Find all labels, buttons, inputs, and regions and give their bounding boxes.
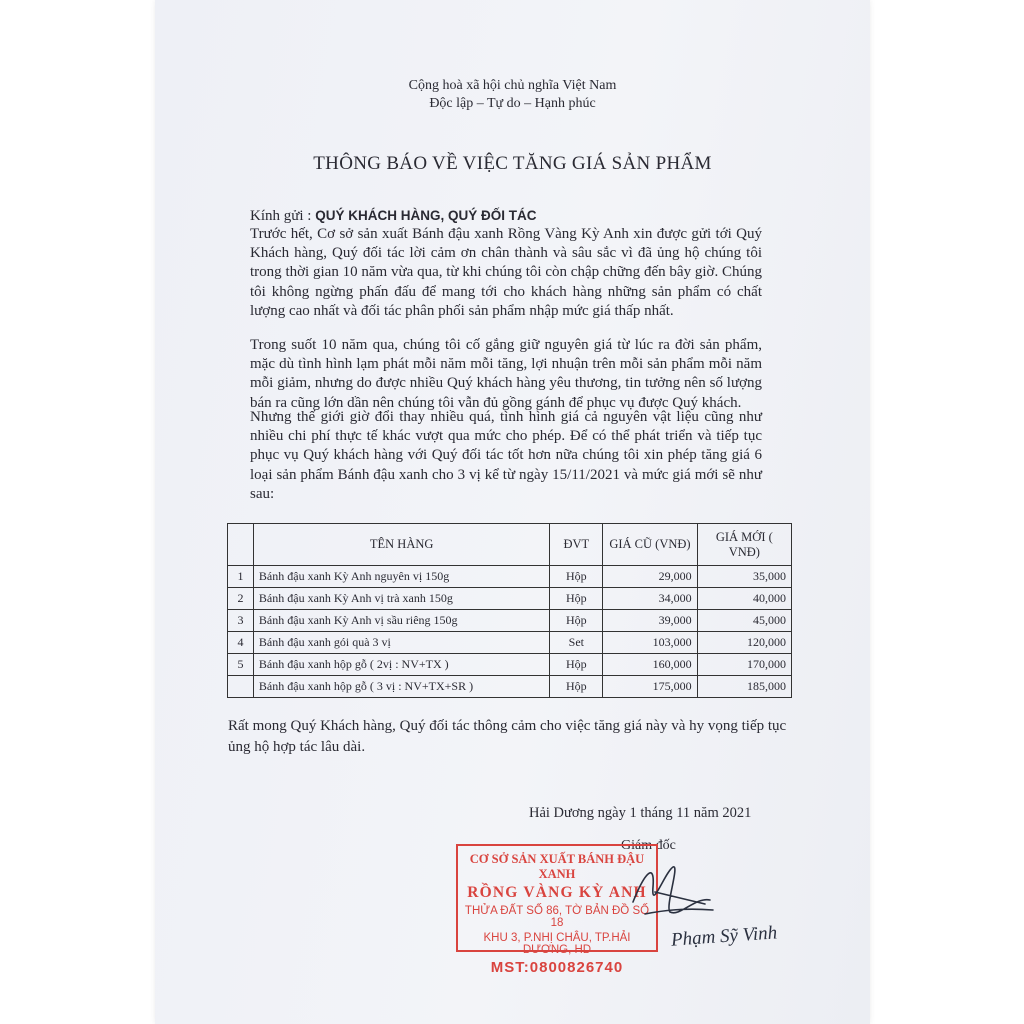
row-unit: Hộp xyxy=(550,588,603,610)
body-paragraph-2: Trong suốt 10 năm qua, chúng tôi cố gắng giữ nguyên giá từ lúc ra đời sản phẩm, mặc dù tình hình lạm phát mỗi năm mỗi tăng, lợi nhuận trên mỗi sản phẩm mỗi năm mỗi giảm, nhưng do được nhiều Quý khách hàng yêu thương, tin tưởng nên số lượng bán ra cũng lớn dần nên chúng tôi vẫn đủ gồng gánh để phục vụ được Quý khách. xyxy=(250,337,762,411)
row-old-price: 29,000 xyxy=(603,566,697,588)
document-page xyxy=(155,0,870,1024)
stamp-line-2: RỒNG VÀNG KỲ ANH xyxy=(467,884,647,901)
row-old-price: 175,000 xyxy=(603,676,697,698)
row-new-price: 120,000 xyxy=(697,632,791,654)
stamp-line-1: CƠ SỞ SẢN XUẤT BÁNH ĐẬU XANH xyxy=(469,852,645,881)
row-product-name: Bánh đậu xanh gói quà 3 vị xyxy=(253,632,550,654)
notice-title: THÔNG BÁO VỀ VIỆC TĂNG GIÁ SẢN PHẨM xyxy=(313,153,712,174)
row-old-price: 39,000 xyxy=(603,610,697,632)
row-old-price: 103,000 xyxy=(603,632,697,654)
row-product-name: Bánh đậu xanh hộp gỗ ( 2vị : NV+TX ) xyxy=(253,654,550,676)
handwritten-signature xyxy=(625,852,715,932)
place-and-date: Hải Dương ngày 1 tháng 11 năm 2021 xyxy=(529,805,752,821)
row-old-price: 34,000 xyxy=(603,588,697,610)
row-new-price: 170,000 xyxy=(697,654,791,676)
signatory-title: Giám đốc xyxy=(621,838,676,853)
national-motto: Độc lập – Tự do – Hạnh phúc xyxy=(429,96,596,111)
col-header-old-price: GIÁ CŨ (VNĐ) xyxy=(603,524,697,566)
row-new-price: 185,000 xyxy=(697,676,791,698)
salutation-prefix: Kính gửi : xyxy=(250,208,316,224)
row-unit: Hộp xyxy=(550,566,603,588)
signer-name: Phạm Sỹ Vinh xyxy=(670,922,778,951)
col-header-new-price: GIÁ MỚI ( VNĐ) xyxy=(697,524,791,566)
stamp-line-3: THỬA ĐẤT SỐ 86, TỜ BẢN ĐỒ SỐ 18 xyxy=(464,905,650,929)
col-header-stt xyxy=(228,524,254,566)
row-stt xyxy=(228,676,254,698)
national-title: Cộng hoà xã hội chủ nghĩa Việt Nam xyxy=(408,78,617,93)
table-row xyxy=(228,588,792,610)
stamp-line-5: MST:0800826740 xyxy=(490,959,624,976)
table-row xyxy=(228,654,792,676)
price-table xyxy=(227,523,792,698)
body-paragraph-1: Trước hết, Cơ sở sản xuất Bánh đậu xanh Rồng Vàng Kỳ Anh xin được gửi tới Quý Khách hàng, Quý đối tác lời cảm ơn chân thành và sâu sắc vì đã ủng hộ chúng tôi trong thời gian 10 năm vừa qua, từ khi chúng tôi còn chập chững đến bây giờ. Chúng tôi không ngừng phấn đấu để mang tới cho khách hàng những sản phẩm có chất lượng cao nhất và đối tác phân phối sản phẩm nhập mức giá thấp nhất. xyxy=(250,226,762,319)
row-product-name: Bánh đậu xanh Kỳ Anh nguyên vị 150g xyxy=(253,566,550,588)
row-new-price: 35,000 xyxy=(697,566,791,588)
row-unit: Hộp xyxy=(550,676,603,698)
row-stt: 4 xyxy=(228,632,254,654)
salutation-recipients: QUÝ KHÁCH HÀNG, QUÝ ĐỐI TÁC xyxy=(315,208,537,223)
row-new-price: 40,000 xyxy=(697,588,791,610)
table-row xyxy=(228,566,792,588)
row-new-price: 45,000 xyxy=(697,610,791,632)
closing-paragraph: Rất mong Quý Khách hàng, Quý đối tác thông cảm cho việc tăng giá này và hy vọng tiếp tục ủng hộ hợp tác lâu dài. xyxy=(228,718,787,755)
table-row xyxy=(228,676,792,698)
body-paragraph-3: Nhưng thế giới giờ đổi thay nhiều quá, tình hình giá cả nguyên vật liệu cũng như nhiều chi phí thực tế khác vượt qua mức cho phép. Để có thể phát triển và tiếp tục phục vụ Quý khách hàng với Quý đối tác tốt hơn nữa chúng tôi xin phép tăng giá 6 loại sản phẩm Bánh đậu xanh cho 3 vị kể từ ngày 15/11/2021 và mức giá mới sẽ như sau: xyxy=(250,409,762,502)
col-header-name: TÊN HÀNG xyxy=(253,524,550,566)
col-header-unit: ĐVT xyxy=(550,524,603,566)
row-product-name: Bánh đậu xanh Kỳ Anh vị trà xanh 150g xyxy=(253,588,550,610)
row-stt: 3 xyxy=(228,610,254,632)
row-old-price: 160,000 xyxy=(603,654,697,676)
table-row xyxy=(228,632,792,654)
row-product-name: Bánh đậu xanh hộp gỗ ( 3 vị : NV+TX+SR ) xyxy=(253,676,550,698)
row-stt: 1 xyxy=(228,566,254,588)
row-unit: Hộp xyxy=(550,654,603,676)
row-unit: Set xyxy=(550,632,603,654)
table-header-row xyxy=(228,524,792,566)
salutation xyxy=(250,208,536,225)
row-stt: 5 xyxy=(228,654,254,676)
row-product-name: Bánh đậu xanh Kỳ Anh vị sầu riêng 150g xyxy=(253,610,550,632)
table-row xyxy=(228,610,792,632)
row-stt: 2 xyxy=(228,588,254,610)
stamp-line-4: KHU 3, P.NHỊ CHÂU, TP.HẢI DƯƠNG, HD xyxy=(483,932,631,956)
row-unit: Hộp xyxy=(550,610,603,632)
